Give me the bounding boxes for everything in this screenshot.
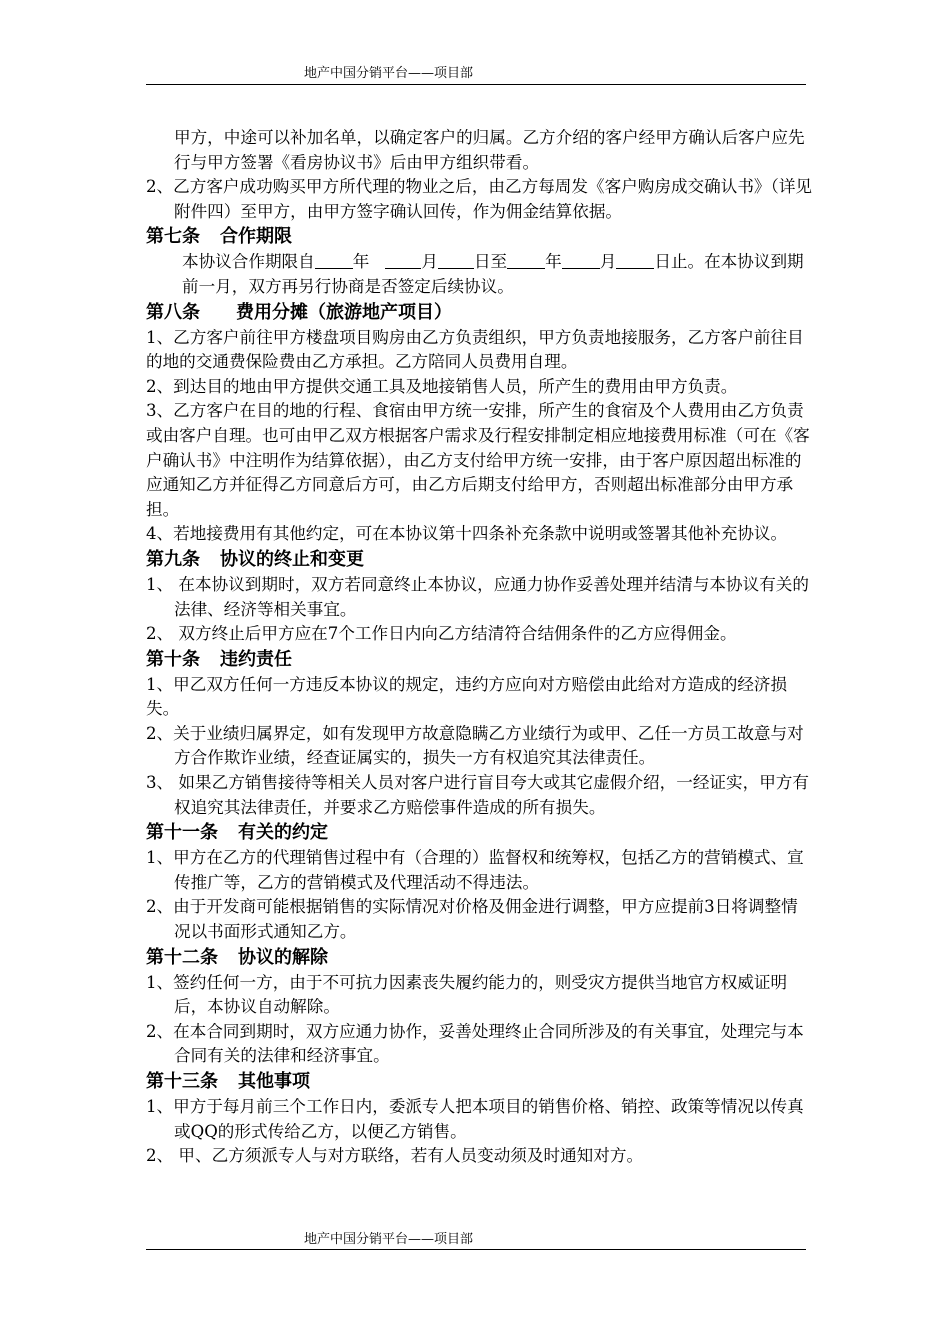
article-heading (146, 1069, 814, 1095)
article-number: 第七条 (146, 226, 200, 248)
page-header: 地产中国分销平台——项目部 (304, 66, 474, 81)
clause-item: 2、 甲、乙方须派专人与对方联络，若有人员变动须及时通知对方。 (146, 1146, 644, 1166)
article-title: 合作期限 (220, 226, 292, 248)
clause-item: 2、到达目的地由甲方提供交通工具及地接销售人员，所产生的费用由甲方负责。 (146, 376, 738, 396)
article-title: 费用分摊（旅游地产项目） (236, 301, 452, 323)
article-title: 有关的约定 (238, 822, 328, 844)
article-title: 违约责任 (220, 648, 292, 670)
article-title: 协议的解除 (238, 946, 328, 968)
clause-item: 1、签约任何一方，由于不可抗力因素丧失履约能力的，则受灾方提供当地官方权威证明后，本协议自动解除。 (146, 972, 788, 1017)
article-heading (146, 647, 814, 673)
article-title: 协议的终止和变更 (220, 548, 364, 570)
clause-item: 1、甲方于每月前三个工作日内，委派专人把本项目的销售价格、销控、政策等情况以传真或QQ的形式传给乙方，以便乙方销售。 (146, 1097, 804, 1141)
clause-item: 2、关于业绩归属界定，如有发现甲方故意隐瞒乙方业绩行为或甲、乙任一方员工故意与对方合作欺诈业绩，经查证属实的，损失一方有权追究其法律责任。 (146, 723, 804, 768)
blank-line (315, 252, 353, 269)
clause-item: 2、由于开发商可能根据销售的实际情况对价格及佣金进行调整，甲方应提前3日将调整情况以书面形式通知乙方。 (146, 897, 798, 942)
clause-item: 4、若地接费用有其他约定，可在本协议第十四条补充条款中说明或签署其他补充协议。 (146, 524, 788, 544)
blank-line (562, 252, 600, 269)
article-heading (146, 224, 814, 250)
clause-item: 3、 如果乙方销售接待等相关人员对客户进行盲目夸大或其它虚假介绍，一经证实，甲方有权追究其法律责任，并要求乙方赔偿事件造成的所有损失。 (146, 773, 809, 817)
article-number: 第十二条 (146, 946, 218, 968)
blank-line (385, 252, 421, 269)
article-title: 其他事项 (238, 1071, 310, 1092)
document-body (146, 126, 814, 1169)
clause-item: 2、乙方客户成功购买甲方所代理的物业之后，由乙方每周发《客户购房成交确认书》（详见附件四）至甲方，由甲方签字确认回传，作为佣金结算依据。 (146, 177, 813, 221)
clause-item: 3、乙方客户在目的地的行程、食宿由甲方统一安排，所产生的食宿及个人费用由乙方负责或由客户自理。也可由甲乙双方根据客户需求及行程安排制定相应地接费用标准（可在《客户确认书》中注明作为结算依据），由乙方支付给甲方统一安排，由于客户原因超出标准的应通知乙方并征得乙方同意后方可，由乙方后期支付给甲方，否则超出标准部分由甲方承担。 (146, 401, 810, 519)
blank-line (438, 252, 474, 269)
article-heading (146, 945, 814, 971)
footer-rule (146, 1249, 806, 1250)
clause-item: 1、乙方客户前往甲方楼盘项目购房由乙方负责组织，甲方负责地接服务，乙方客户前往目的地的交通费保险费由乙方承担。乙方陪同人员费用自理。 (146, 327, 804, 372)
header-rule (146, 84, 806, 85)
clause-item: 2、 双方终止后甲方应在7个工作日内向乙方结清符合结佣条件的乙方应得佣金。 (146, 624, 737, 644)
clause-item: 1、甲方在乙方的代理销售过程中有（合理的）监督权和统筹权，包括乙方的营销模式、宣传推广等，乙方的营销模式及代理活动不得违法。 (146, 848, 804, 892)
term-paragraph: 本协议合作期限自 年 月 日至 年 月 日止。在本协议到期前一月，双方再另行协商是否签定后续协议。 (182, 252, 804, 296)
article-number: 第十三条 (146, 1071, 218, 1092)
clause-item: 1、 在本协议到期时，双方若同意终止本协议，应通力协作妥善处理并结清与本协议有关的法律、经济等相关事宜。 (146, 574, 809, 619)
clause-item: 1、甲乙双方任何一方违反本协议的规定，违约方应向对方赔偿由此给对方造成的经济损失。 (146, 674, 788, 719)
article-heading (146, 300, 814, 326)
continued-paragraph: 甲方，中途可以补加名单，以确定客户的归属。乙方介绍的客户经甲方确认后客户应先行与甲方签署《看房协议书》后由甲方组织带看。 (174, 128, 805, 172)
blank-line (507, 252, 545, 269)
blank-line (616, 252, 654, 269)
article-number: 第八条 (146, 301, 200, 323)
clause-item: 2、在本合同到期时，双方应通力协作，妥善处理终止合同所涉及的有关事宜，处理完与本合同有关的法律和经济事宜。 (146, 1021, 804, 1066)
article-number: 第十条 (146, 648, 200, 670)
article-number: 第九条 (146, 548, 200, 570)
article-heading (146, 820, 814, 846)
article-number: 第十一条 (146, 822, 218, 844)
page-footer: 地产中国分销平台——项目部 (304, 1232, 474, 1247)
article-heading (146, 547, 814, 573)
